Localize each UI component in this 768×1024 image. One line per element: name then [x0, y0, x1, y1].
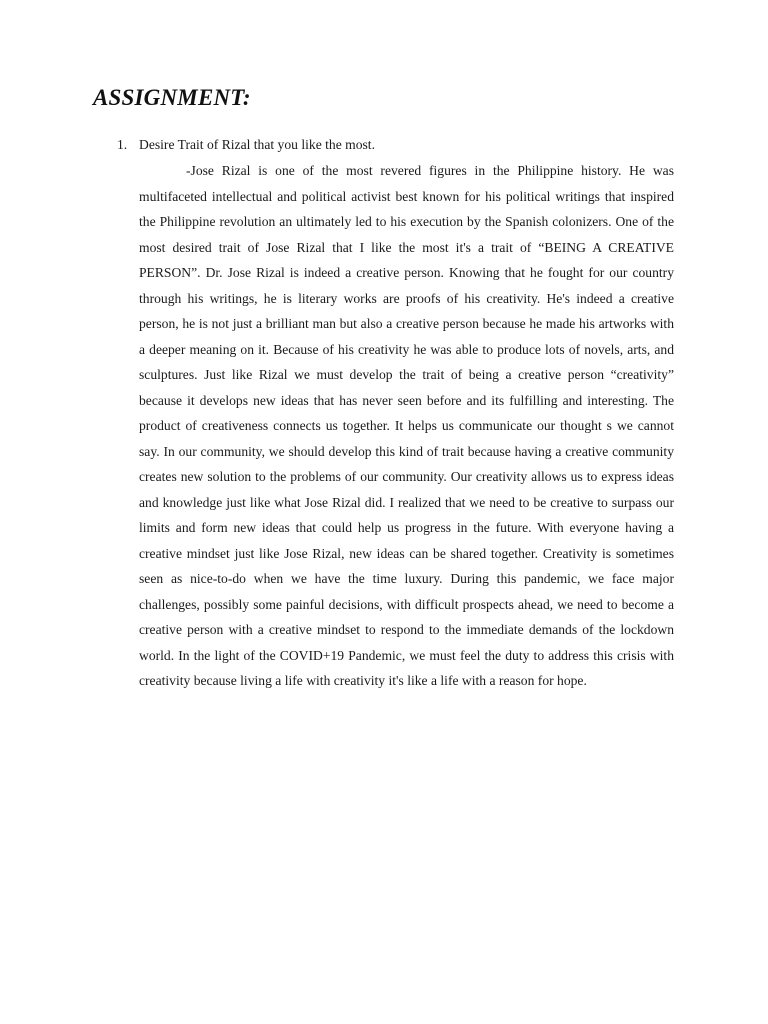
list-item-title: Desire Trait of Rizal that you like the most.: [139, 137, 375, 152]
assignment-heading: ASSIGNMENT:: [93, 85, 251, 110]
list-item-header: [117, 135, 647, 155]
list-item: [117, 135, 647, 155]
list-item-number: 1.: [117, 137, 128, 152]
essay-paragraph: -Jose Rizal is one of the most revered figures in the Philippine history. He was multifaceted intellectual and political activist best known for his political writings that inspired the Philippine revolution an ultimately led to his execution by the Spanish colonizers. One of the most desired trait of Jose Rizal that I like the most it's a trait of “BEING A CREATIVE PERSON”. Dr. Jose Rizal is indeed a creative person. Knowing that he fought for our country through his writings, he is literary works are proofs of his creativity. He's indeed a creative person, he is not just a brilliant man but also a creative person because he made his artworks with a deeper meaning on it. Because of his creativity he was able to produce lots of novels, arts, and sculptures. Just like Rizal we must develop the trait of being a creative person “creativity” because it develops new ideas that has never seen before and its fulfilling and interesting. The product of creativeness connects us together. It helps us communicate our thought s we cannot say. In our community, we should develop this kind of trait because having a creative community creates new solution to the problems of our community. Our creativity allows us to express ideas and knowledge just like what Jose Rizal did. I realized that we need to be creative to surpass our limits and form new ideas that could help us progress in the future. With everyone having a creative mindset just like Jose Rizal, new ideas can be shared together. Creativity is sometimes seen as nice-to-do when we have the time luxury. During this pandemic, we face major challenges, possibly some painful decisions, with difficult prospects ahead, we need to become a creative person with a creative mindset to respond to the immediate demands of the lockdown world. In the light of the COVID+19 Pandemic, we must feel the duty to address this crisis with creativity because living a life with creativity it's like a life with a reason for hope.: [139, 163, 674, 688]
